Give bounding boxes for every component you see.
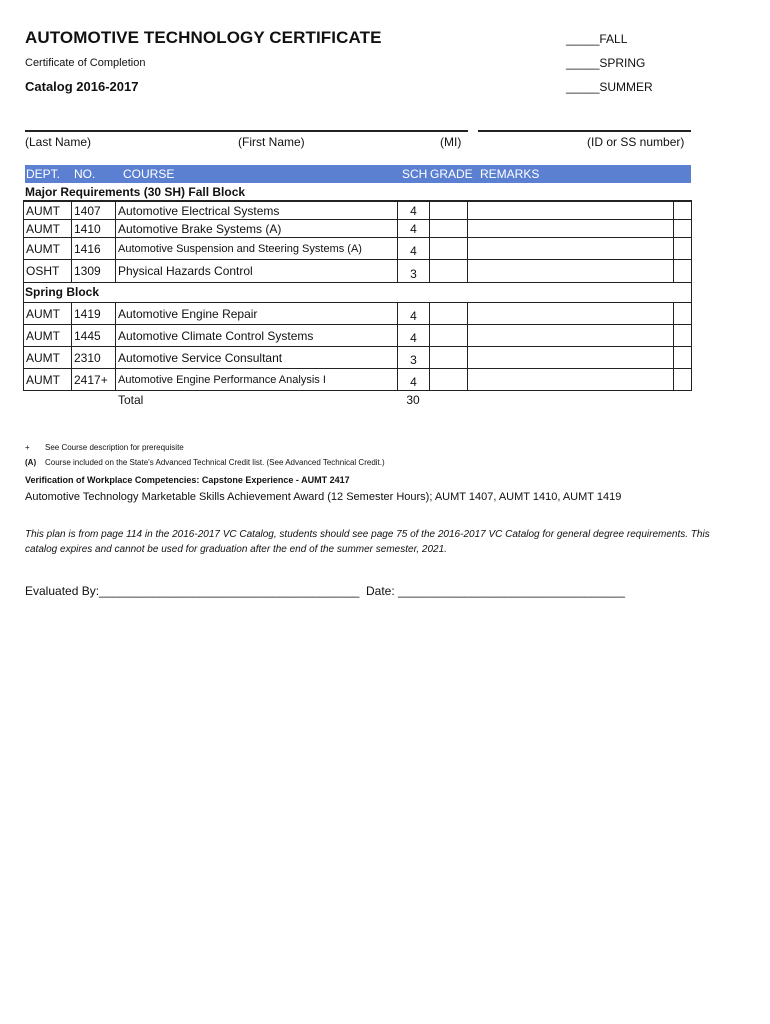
table-row-sch: 4	[397, 237, 430, 260]
col-no: NO.	[74, 167, 96, 181]
table-row-dept: AUMT	[23, 237, 72, 260]
signoff-line	[25, 584, 625, 598]
remarks-cell[interactable]	[467, 259, 674, 283]
remarks-cell[interactable]	[467, 346, 674, 369]
verification-line: Verification of Workplace Competencies: Capstone Experience - AUMT 2417	[25, 475, 350, 485]
spring-block-heading: Spring Block	[25, 285, 100, 299]
remarks-extra-cell[interactable]	[673, 219, 692, 238]
grade-cell[interactable]	[429, 219, 468, 238]
table-row-dept: AUMT	[23, 219, 72, 238]
table-row-sch: 3	[397, 259, 430, 283]
grade-cell[interactable]	[429, 237, 468, 260]
fall-block-heading: Major Requirements (30 SH) Fall Block	[25, 185, 246, 199]
remarks-cell[interactable]	[467, 324, 674, 347]
table-row-sch: 4	[397, 302, 430, 325]
remarks-cell[interactable]	[467, 201, 674, 220]
table-row-sch: 3	[397, 346, 430, 369]
table-row-dept: AUMT	[23, 302, 72, 325]
table-row-sch: 4	[397, 368, 430, 391]
table-row-dept: AUMT	[23, 201, 72, 220]
table-row-no: 1416	[71, 237, 116, 260]
col-dept: DEPT.	[26, 167, 61, 181]
grade-cell[interactable]	[429, 259, 468, 283]
term-fall[interactable]: _____FALL	[566, 32, 628, 46]
table-row-sch: 4	[397, 219, 430, 238]
table-row-course: Automotive Electrical Systems	[115, 201, 398, 220]
note-advanced-credit	[25, 458, 385, 467]
note-symbol: (A)	[25, 458, 37, 467]
note-text: Course included on the State's Advanced Technical Credit list. (See Advanced Technical Credit.)	[45, 458, 385, 467]
note-prerequisite	[25, 443, 184, 452]
table-row-no: 2417+	[71, 368, 116, 391]
catalog-plan-note: This plan is from page 114 in the 2016-2017 VC Catalog, students should see page 75 of the 2016-2017 VC Catalog for general degree requirements. This catalog expires and cannot be used for graduation after the end of the summer semester, 2021.	[25, 529, 710, 555]
table-header	[25, 165, 691, 183]
remarks-cell[interactable]	[467, 302, 674, 325]
remarks-extra-cell[interactable]	[673, 302, 692, 325]
grade-cell[interactable]	[429, 324, 468, 347]
remarks-cell[interactable]	[467, 219, 674, 238]
table-row-dept: OSHT	[23, 259, 72, 283]
table-row-no: 1445	[71, 324, 116, 347]
last-name-label: (Last Name)	[25, 135, 92, 149]
page-title: AUTOMOTIVE TECHNOLOGY CERTIFICATE	[25, 28, 382, 47]
table-row-dept: AUMT	[23, 324, 72, 347]
table-row-dept: AUMT	[23, 368, 72, 391]
total-label: Total	[118, 393, 144, 407]
page-subtitle: Certificate of Completion	[25, 57, 146, 69]
table-row-course: Automotive Service Consultant	[115, 346, 398, 369]
table-row-no: 1309	[71, 259, 116, 283]
table-row-course: Automotive Climate Control Systems	[115, 324, 398, 347]
note-text: See Course description for prerequisite	[45, 443, 184, 452]
name-field-line[interactable]	[25, 130, 468, 132]
grade-cell[interactable]	[429, 201, 468, 220]
table-row-course: Automotive Brake Systems (A)	[115, 219, 398, 238]
catalog-year: Catalog 2016-2017	[25, 79, 139, 94]
remarks-extra-cell[interactable]	[673, 259, 692, 283]
col-grade: GRADE	[430, 167, 473, 181]
id-label: (ID or SS number)	[587, 135, 685, 149]
remarks-extra-cell[interactable]	[673, 346, 692, 369]
remarks-extra-cell[interactable]	[673, 324, 692, 347]
table-row-no: 1419	[71, 302, 116, 325]
table-row-course: Physical Hazards Control	[115, 259, 398, 283]
remarks-cell[interactable]	[467, 368, 674, 391]
remarks-extra-cell[interactable]	[673, 237, 692, 260]
id-field-line[interactable]	[478, 130, 691, 132]
first-name-label: (First Name)	[238, 135, 305, 149]
grade-cell[interactable]	[429, 346, 468, 369]
table-row-dept: AUMT	[23, 346, 72, 369]
remarks-extra-cell[interactable]	[673, 368, 692, 391]
term-summer[interactable]: _____SUMMER	[566, 80, 653, 94]
term-spring[interactable]: _____SPRING	[566, 56, 646, 70]
grade-cell[interactable]	[429, 368, 468, 391]
table-row-sch: 4	[397, 324, 430, 347]
total-value: 30	[406, 393, 420, 407]
table-row-course: Automotive Engine Performance Analysis I	[115, 368, 398, 391]
table-row-sch: 4	[397, 201, 430, 220]
col-sch: SCH	[402, 167, 428, 181]
date-field[interactable]: Date: __________________________________	[366, 584, 625, 598]
col-remarks: REMARKS	[480, 167, 540, 181]
table-row-no: 1410	[71, 219, 116, 238]
mi-label: (MI)	[440, 135, 462, 149]
table-row-course: Automotive Suspension and Steering Systems (A)	[115, 237, 398, 260]
note-symbol: +	[25, 443, 30, 452]
col-course: COURSE	[123, 167, 175, 181]
grade-cell[interactable]	[429, 302, 468, 325]
table-row-no: 2310	[71, 346, 116, 369]
table-row-course: Automotive Engine Repair	[115, 302, 398, 325]
remarks-extra-cell[interactable]	[673, 201, 692, 220]
evaluated-by-field[interactable]: Evaluated By:_______________________________________	[25, 584, 360, 598]
remarks-cell[interactable]	[467, 237, 674, 260]
award-line: Automotive Technology Marketable Skills Achievement Award (12 Semester Hours); AUMT 1407, AUMT 1410, AUMT 1419	[25, 491, 622, 503]
table-row-no: 1407	[71, 201, 116, 220]
